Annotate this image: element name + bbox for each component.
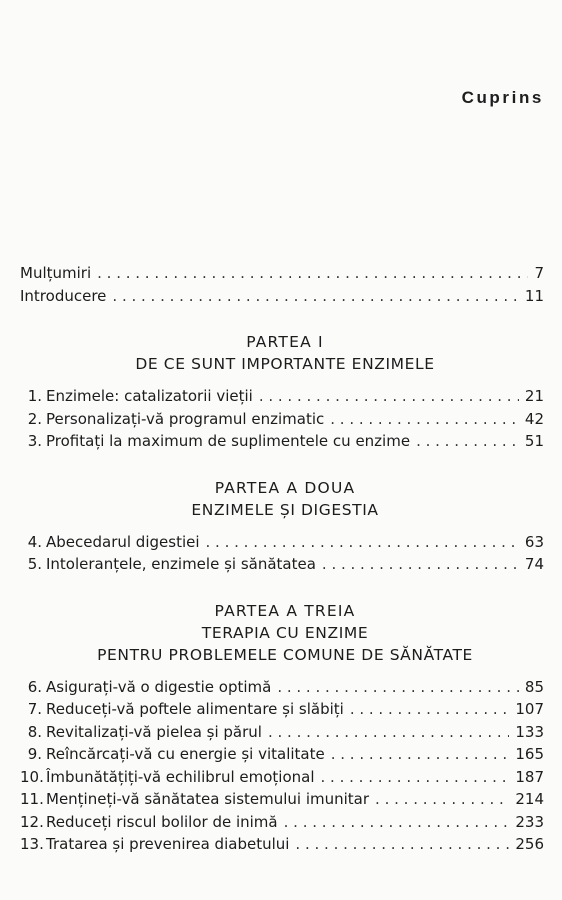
part-label: PARTEA A DOUA [214, 478, 356, 497]
dot-leader [284, 811, 510, 834]
toc-page-number: 165 [515, 745, 544, 763]
toc-page-number: 256 [515, 835, 544, 853]
chapter-number: 13. [20, 835, 44, 853]
toc-page-number: 107 [515, 700, 544, 718]
dot-leader [259, 385, 519, 408]
part-heading [26, 477, 544, 521]
toc-entry-title: Mulțumiri [20, 264, 92, 282]
toc-entry-chapter [20, 698, 544, 721]
part-heading [26, 600, 544, 666]
toc-entry-chapter [20, 531, 544, 554]
dot-leader [97, 262, 528, 285]
chapter-number: 8. [27, 722, 42, 741]
part-label: PARTEA I [246, 333, 324, 351]
toc-entry-title: Intoleranțele, enzimele și sănătatea [46, 555, 316, 573]
toc-entry-chapter [20, 788, 544, 811]
chapter-number: 9. [27, 745, 42, 763]
chapter-number: 1. [27, 387, 42, 405]
part-title: ENZIMELE ȘI DIGESTIA [191, 500, 379, 519]
part-title: TERAPIA CU ENZIME [201, 623, 369, 642]
toc-entry-title: Reîncărcați-vă cu energie și vitalitate [46, 745, 325, 763]
toc-entry-chapter [20, 766, 544, 789]
chapter-number: 12. [20, 812, 44, 831]
chapter-number: 4. [27, 532, 42, 551]
toc-page-number: 7 [534, 264, 544, 282]
toc-entry-chapter [20, 430, 544, 453]
chapter-number: 7. [27, 700, 42, 718]
part-title: DE CE SUNT IMPORTANTE ENZIMELE [135, 355, 435, 373]
chapter-number: 5. [27, 555, 42, 573]
toc-entry-chapter [20, 833, 544, 856]
toc-entry-chapter [20, 408, 544, 431]
toc-entry-title: Tratarea și prevenirea diabetului [46, 835, 290, 853]
toc-page-number: 85 [524, 677, 544, 696]
dot-leader [295, 833, 509, 856]
chapter-number: 6. [27, 677, 42, 696]
dot-leader [112, 285, 519, 308]
table-of-contents [20, 262, 544, 856]
chapter-number: 10. [20, 767, 44, 786]
dot-leader [268, 721, 509, 744]
toc-page-number: 63 [524, 532, 544, 551]
toc-entry-title: Îmbunătățiți-vă echilibrul emoțional [46, 767, 315, 786]
toc-entry-title: Revitalizați-vă pielea și părul [46, 722, 262, 741]
toc-entry-title: Abecedarul digestiei [46, 532, 200, 551]
dot-leader [277, 676, 519, 699]
toc-page-number: 214 [515, 790, 544, 808]
toc-page-number: 51 [524, 432, 544, 450]
toc-page-number: 74 [524, 555, 544, 573]
toc-entry-chapter [20, 721, 544, 744]
toc-entry-acknowledgements [20, 262, 544, 285]
dot-leader [322, 553, 519, 576]
dot-leader [375, 788, 509, 811]
toc-entry-chapter [20, 553, 544, 576]
toc-entry-chapter [20, 385, 544, 408]
toc-entry-title: Profitați la maximum de suplimentele cu enzime [46, 432, 411, 450]
toc-entry-title: Reduceți riscul bolilor de inimă [46, 812, 278, 831]
part-subtitle: PENTRU PROBLEMELE COMUNE DE SĂNĂTATE [97, 645, 473, 664]
toc-entry-title: Mențineți-vă sănătatea sistemului imunitar [46, 790, 370, 808]
toc-entry-chapter [20, 811, 544, 834]
toc-page-number: 42 [524, 409, 544, 428]
toc-page-number: 21 [524, 387, 544, 405]
dot-leader [416, 430, 519, 453]
dot-leader [321, 766, 510, 789]
toc-entry-title: Reduceți-vă poftele alimentare și slăbiți [46, 700, 344, 718]
dot-leader [206, 531, 519, 554]
part-label: PARTEA A TREIA [214, 601, 356, 620]
part-heading [26, 331, 544, 375]
chapter-number: 3. [27, 432, 42, 450]
toc-entry-title: Introducere [20, 286, 107, 305]
dot-leader [330, 408, 519, 431]
toc-entry-introduction [20, 285, 544, 308]
toc-page-number: 133 [515, 722, 544, 741]
toc-page-number: 187 [515, 767, 544, 786]
toc-entry-title: Enzimele: catalizatorii vieții [46, 387, 253, 405]
toc-entry-chapter [20, 676, 544, 699]
toc-entry-title: Asigurați-vă o digestie optimă [46, 677, 272, 696]
chapter-number: 11. [20, 790, 44, 808]
dot-leader [331, 743, 510, 766]
toc-entry-chapter [20, 743, 544, 766]
dot-leader [350, 698, 510, 721]
page-title: Cuprins [461, 88, 544, 107]
toc-page-number: 11 [524, 286, 544, 305]
chapter-number: 2. [27, 409, 42, 428]
toc-page-number: 233 [515, 812, 544, 831]
toc-entry-title: Personalizați-vă programul enzimatic [46, 409, 325, 428]
